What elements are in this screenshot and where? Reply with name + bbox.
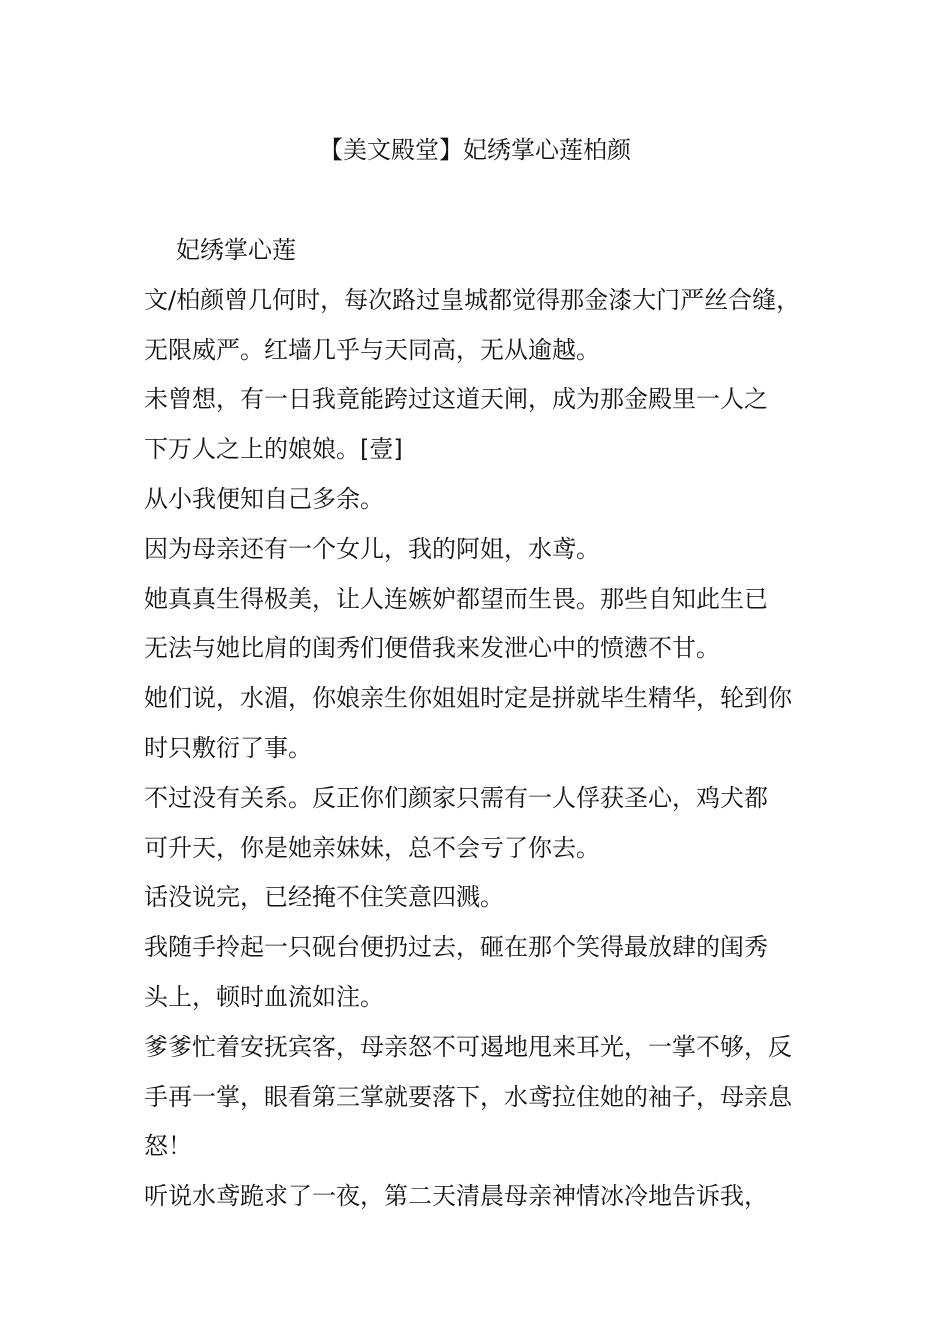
- paragraph-line: 不过没有关系。反正你们颜家只需有一人俘获圣心，鸡犬都: [144, 783, 768, 812]
- paragraph-line: 怒！: [144, 1132, 192, 1161]
- paragraph-line: 可升天，你是她亲妹妹，总不会亏了你去。: [144, 833, 600, 862]
- paragraph-line: 听说水鸢跪求了一夜，第二天清晨母亲神情冰冷地告诉我，: [144, 1182, 768, 1211]
- paragraph-line: 无限威严。红墙几乎与天同高，无从逾越。: [144, 335, 600, 364]
- paragraph-line: 爹爹忙着安抚宾客，母亲怒不可遏地甩来耳光，一掌不够，反: [144, 1032, 792, 1061]
- paragraph-line: 她们说，水湄，你娘亲生你姐姐时定是拼就毕生精华，轮到你: [144, 684, 792, 713]
- paragraph-line: 时只敷衍了事。: [144, 733, 312, 762]
- paragraph-line: 下万人之上的娘娘。[壹]: [144, 435, 403, 464]
- paragraph-line: 手再一掌，眼看第三掌就要落下，水鸢拉住她的袖子，母亲息: [144, 1082, 792, 1111]
- subtitle-line: 妃绣掌心莲: [176, 236, 296, 264]
- document-body: [144, 230, 820, 1226]
- paragraph-line: 话没说完，已经掩不住笑意四溅。: [144, 883, 504, 912]
- paragraph-line: 她真真生得极美，让人连嫉妒都望而生畏。那些自知此生已: [144, 584, 768, 613]
- paragraph-line: 未曾想，有一日我竟能跨过这道天闸，成为那金殿里一人之: [144, 385, 768, 414]
- paragraph-line: 因为母亲还有一个女儿，我的阿姐，水鸢。: [144, 534, 600, 563]
- paragraph-line: 头上，顿时血流如注。: [144, 982, 384, 1011]
- paragraph-line: 文/柏颜曾几何时，每次路过皇城都觉得那金漆大门严丝合缝，: [144, 285, 801, 314]
- document-title: 【美文殿堂】妃绣掌心莲柏颜: [319, 136, 631, 164]
- paragraph-line: 从小我便知自己多余。: [144, 484, 384, 513]
- paragraph-line: 我随手拎起一只砚台便扔过去，砸在那个笑得最放肆的闺秀: [144, 933, 768, 962]
- paragraph-line: 无法与她比肩的闺秀们便借我来发泄心中的愤懑不甘。: [144, 634, 720, 663]
